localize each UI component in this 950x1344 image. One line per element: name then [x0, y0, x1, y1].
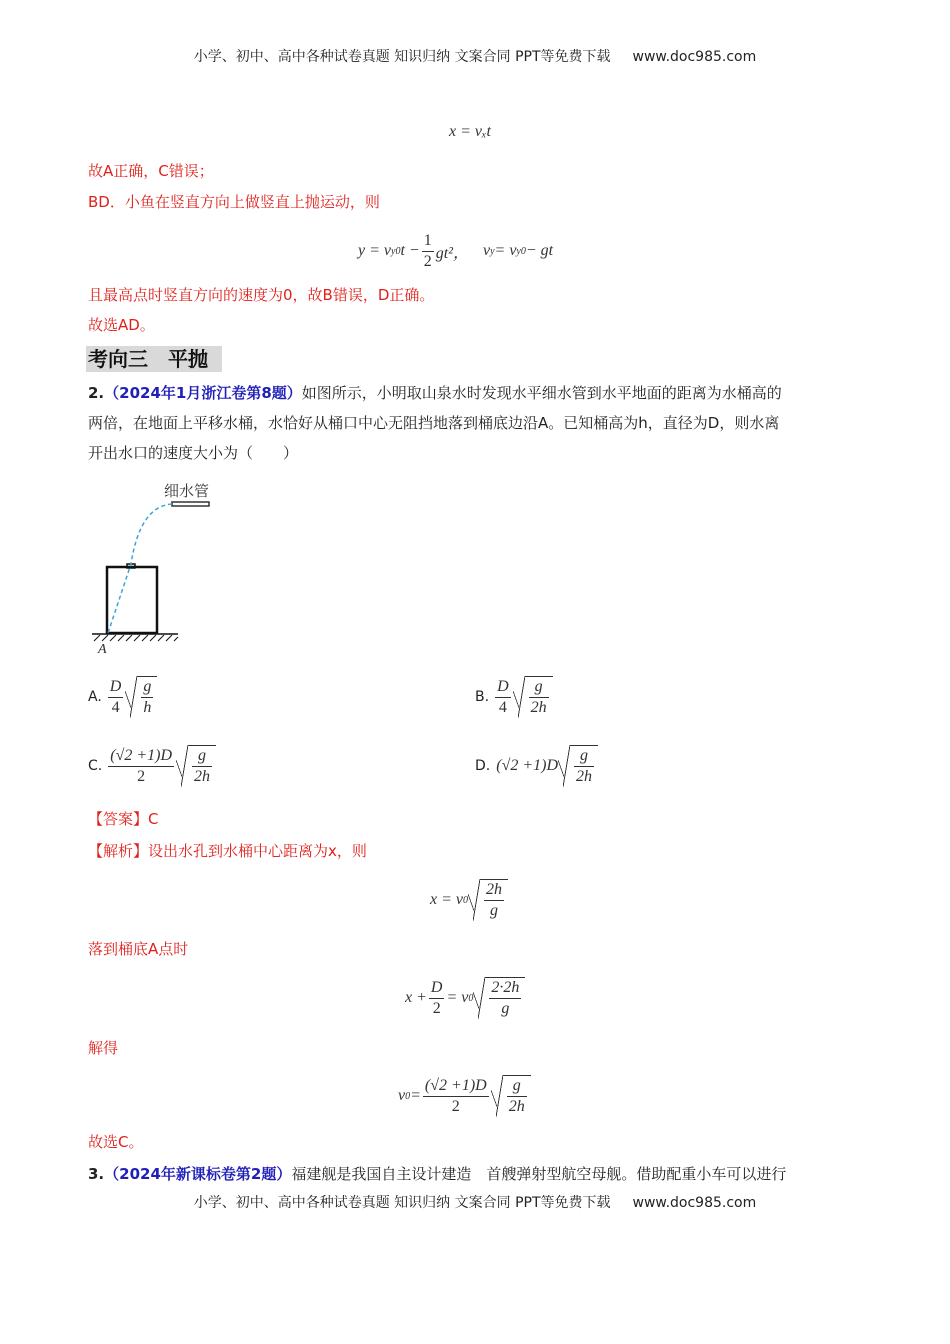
equation-1: x = v 0 $\frac{2h}{g}$: [430, 872, 508, 928]
equation-3: v 0 = $\frac{(√2 +1)D}{2}$ $\frac{g}{2h}$: [398, 1068, 531, 1124]
option-d[interactable]: D. (√2 +1)D $\frac{g}{2h}$: [475, 740, 598, 792]
option-b[interactable]: B. $\frac{D}{4}$ $\frac{g}{2h}$: [475, 672, 553, 722]
section-title: 考向三 平抛: [86, 346, 222, 372]
line-choose-c: 故选C。: [88, 1133, 144, 1151]
answer-line: [88, 808, 159, 829]
option-a[interactable]: A. $\frac{D}{4}$ $\frac{g}{h}$: [88, 672, 157, 722]
answer-value: C: [148, 810, 159, 828]
question-2-line-2: 两倍，在地面上平移水桶，水恰好从桶口中心无阻挡地落到桶底边沿A。已知桶高为h，直径为D，则水离: [88, 414, 780, 432]
question-2-stem: [88, 378, 868, 468]
pipe-label: 细水管: [164, 482, 210, 500]
line-choose-ad: 故选AD。: [88, 316, 155, 334]
option-c[interactable]: C. $\frac{(√2 +1)D}{2}$ $\frac{g}{2h}$: [88, 740, 216, 792]
formula-vertical-motion: y = v y0 t − $\frac{1}{2}$ gt²， v y = v y0 − gt: [358, 231, 554, 270]
question-2-source: （2024年1月浙江卷第8题）: [104, 384, 302, 402]
point-a-label: A: [98, 642, 107, 657]
header-url[interactable]: www.doc985.com: [632, 49, 757, 65]
ground-hatching: [94, 635, 178, 641]
question-3-stem: 3.（2024年新课标卷第2题）福建舰是我国自主设计建造 首艘弹射型航空母舰。借助配重小车可以进行: [88, 1165, 787, 1183]
header-text: 小学、初中、高中各种试卷真题 知识归纳 文案合同 PPT等免费下载: [193, 49, 611, 65]
page-footer: [0, 1192, 950, 1212]
line-a-correct: 故A正确，C错误；: [88, 162, 214, 180]
formula-x-vx-t: x = vₓt: [449, 123, 491, 140]
page-header: [0, 46, 950, 66]
footer-url[interactable]: www.doc985.com: [632, 1195, 757, 1211]
analysis-line: 【解析】设出水孔到水桶中心距离为x，则: [88, 842, 367, 860]
question-2-line-1: 2.（2024年1月浙江卷第8题）如图所示，小明取山泉水时发现水平细水管到水平地面的距离为水桶高的: [88, 384, 782, 402]
equation-2: x + $\frac{D}{2}$ = v 0 $\frac{2\cdot 2h}{g}$: [405, 970, 525, 1026]
question-2-line-3: 开出水口的速度大小为（ ）: [88, 444, 299, 462]
bucket-figure: [88, 478, 228, 658]
fraction-half: $\frac{1}{2}$: [423, 231, 432, 270]
line-top-point: 且最高点时竖直方向的速度为0，故B错误，D正确。: [88, 286, 435, 304]
water-pipe: [172, 502, 209, 506]
answer-tag: 【答案】: [88, 810, 149, 828]
water-trajectory: [108, 504, 172, 633]
analysis-tag: 【解析】: [88, 842, 149, 860]
line-solve: 解得: [88, 1039, 119, 1057]
bucket: [107, 567, 157, 633]
footer-text: 小学、初中、高中各种试卷真题 知识归纳 文案合同 PPT等免费下载: [193, 1195, 611, 1211]
line-fall-to-a: 落到桶底A点时: [88, 940, 189, 958]
question-3-source: （2024年新课标卷第2题）: [104, 1165, 292, 1183]
line-bd-analysis: BD．小鱼在竖直方向上做竖直上抛运动，则: [88, 193, 380, 211]
